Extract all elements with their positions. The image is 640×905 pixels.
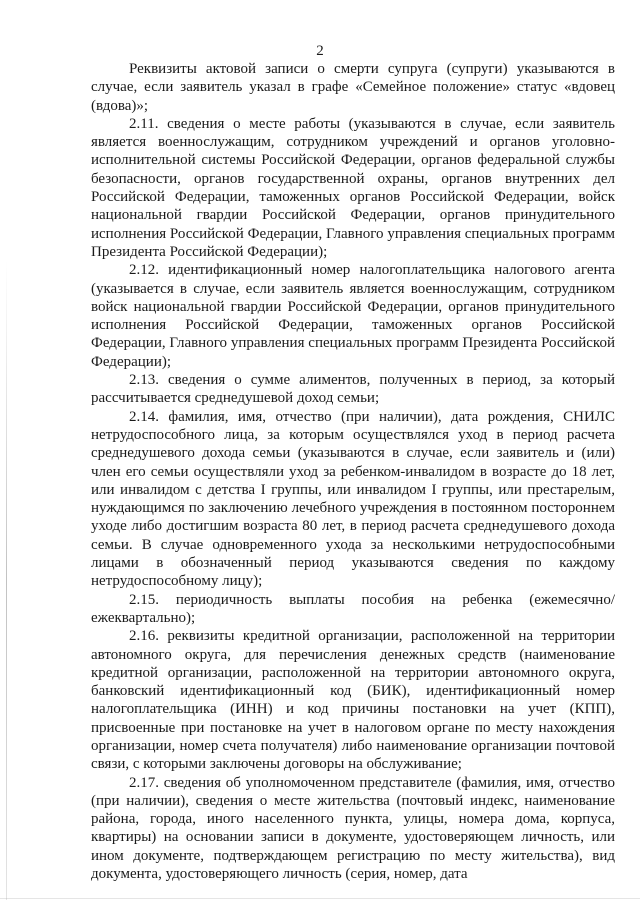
paragraph-2-12-tax-id: 2.12. идентификационный номер налогоплательщика налогового агента (указывается в случае, если заявитель является военнослужащим, сотрудником войск национальной гвардии Российской Федерации, органов принудительного исполнения Российской Федерации, таможенных органов Российской Федерации, Главного управления специальных программ Президента Российской Федерации); <box>91 262 615 370</box>
paragraph-2-15-periodicity: 2.15. периодичность выплаты пособия на ребенка (ежемесячно/ ежеквартально); <box>91 591 615 626</box>
paragraph-2-17-representative: 2.17. сведения об уполномоченном представителе (фамилия, имя, отчество (при наличии), сведения о месте жительства (почтовый индекс, наименование района, города, иного населенного пункта, улицы, номера дома, корпуса, квартиры) на основании записи в документе, удостоверяющем личность, или ином документе, подтверждающем регистрацию по месту жительства), вид документа, удостоверяющего личность (серия, номер, дата <box>91 774 615 883</box>
page-number: 2 <box>316 43 324 59</box>
paragraph-death-record: Реквизиты актовой записи о смерти супруга (супруги) указываются в случае, если заявитель указал в графе «Семейное положение» статус «вдовец (вдова)»; <box>91 61 615 114</box>
paragraph-2-11-workplace: 2.11. сведения о месте работы (указываются в случае, если заявитель является военнослужащим, сотрудником учреждений и органов уголовно-исполнительной системы Российской Федерации, органов федеральной службы безопасности, органов государственной охраны, органов внутренних дел Российской Федерации, таможенных органов Российской Федерации, войск национальной гвардии Российской Федерации, органов принудительного исполнения Российской Федерации, Главного управления специальных программ Президента Российской Федерации); <box>91 115 615 260</box>
scan-edge-shadow <box>6 260 7 900</box>
paragraph-2-16-bank-details: 2.16. реквизиты кредитной организации, расположенной на территории автономного округа, для перечисления денежных средств (наименование кредитной организации, расположенной на территории автономного округа, банковский идентификационный код (БИК), идентификационный номер налогоплательщика (ИНН) и код причины постановки на учет (КПП), присвоенные при постановке на учет в налоговом органе по месту нахождения организации, номер счета получателя) либо наименование организации почтовой связи, с которыми заключены договоры на обслуживание; <box>91 628 615 773</box>
paragraph-2-13-alimony: 2.13. сведения о сумме алиментов, полученных в период, за который рассчитывается среднедушевой доход семьи; <box>91 372 615 407</box>
scan-bottom-edge <box>0 898 640 899</box>
document-body <box>91 60 615 883</box>
paragraph-2-14-caregiving: 2.14. фамилия, имя, отчество (при наличии), дата рождения, СНИЛС нетрудоспособного лица, за которым осуществлялся уход в период расчета среднедушевого дохода семьи (указываются в случае, если заявитель и (или) член его семьи осуществляли уход за ребенком-инвалидом в возрасте до 18 лет, или инвалидом с детства I группы, или инвалидом I группы, или престарелым, нуждающимся по заключению лечебного учреждения в постоянном постороннем уходе либо достигшим возраста 80 лет, в период расчета среднедушевого дохода семьи. В случае одновременного ухода за несколькими нетрудоспособными лицами в обозначенный период указываются сведения по каждому нетрудоспособному лицу); <box>91 408 615 590</box>
